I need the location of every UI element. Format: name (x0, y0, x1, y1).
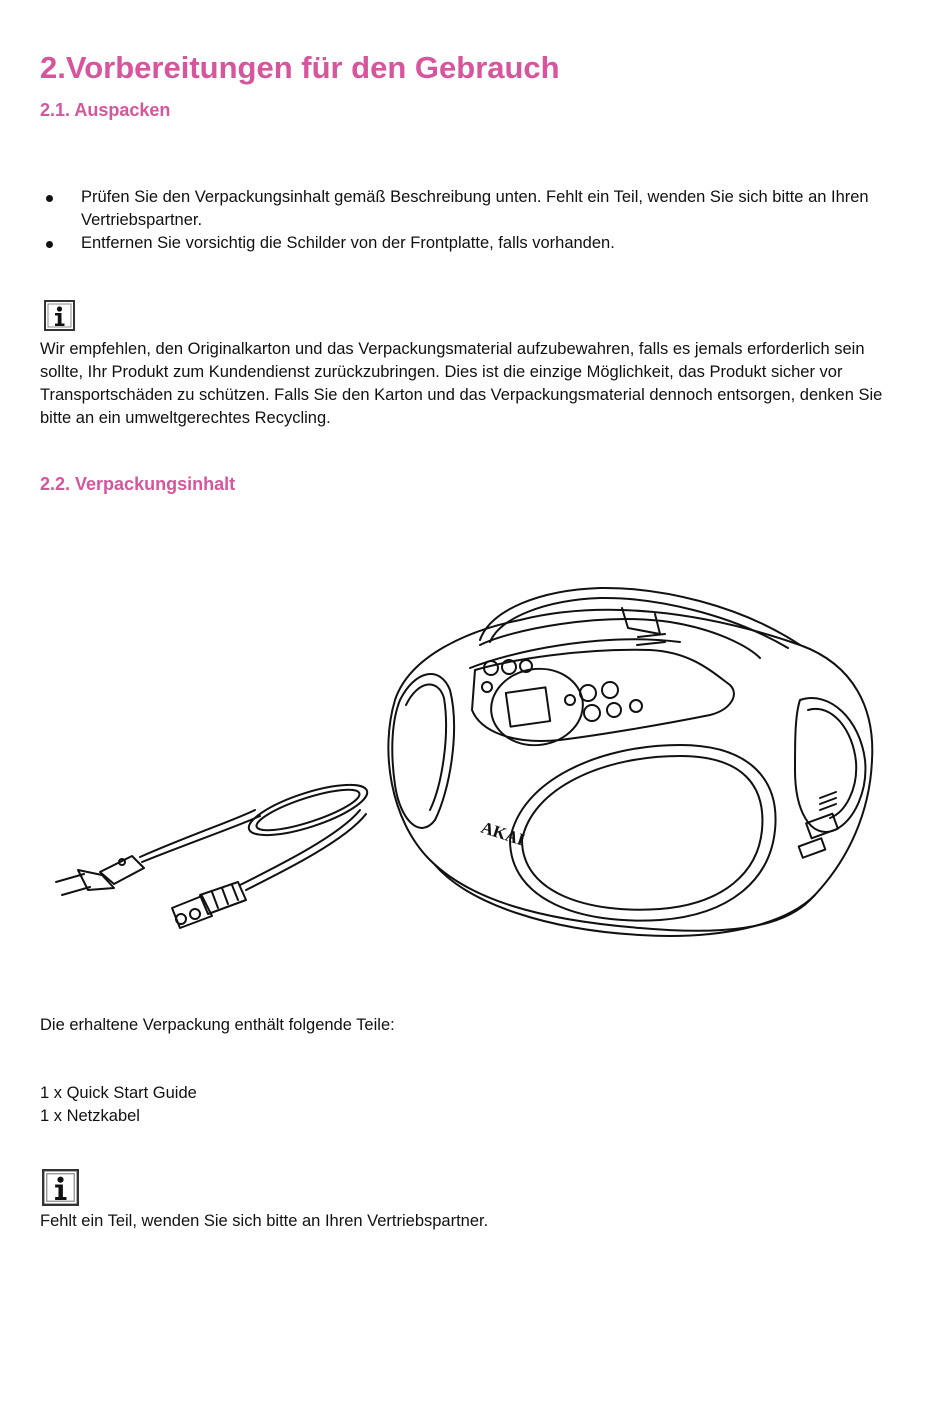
contents-item: 1 x Quick Start Guide (40, 1084, 197, 1102)
unpack-bullet-list (40, 186, 910, 255)
packaging-note: Wir empfehlen, den Originalkarton und das Verpackungsmaterial aufzubewahren, falls es jemals erforderlich sein sollte, Ihr Produkt zum Kundendienst zurückzubringen. Dies ist die einzige Möglichkeit, das Produkt sicher vor Transportschäden zu schützen. Falls Sie den Karton und das Verpackungsmaterial dennoch entsorgen, denken Sie bitte an ein umweltgerechtes Recycling. (40, 340, 883, 427)
list-item-text: Prüfen Sie den Verpackungsinhalt gemäß Beschreibung unten. Fehlt ein Teil, wenden Sie sich bitte an Ihren Vertriebspartner. (81, 188, 869, 229)
info-icon (44, 300, 75, 331)
info-icon (42, 1169, 79, 1206)
bullet-icon (46, 241, 53, 248)
brand-logo: AKAI (478, 817, 527, 850)
list-item (40, 232, 910, 255)
section-heading-verpackungsinhalt: 2.2. Verpackungsinhalt (40, 474, 236, 494)
section-heading-auspacken: 2.1. Auspacken (40, 100, 171, 120)
list-item-text: Entfernen Sie vorsichtig die Schilder von der Frontplatte, falls vorhanden. (81, 234, 615, 252)
list-item (40, 186, 910, 232)
missing-part-note: Fehlt ein Teil, wenden Sie sich bitte an Ihren Vertriebspartner. (40, 1212, 489, 1230)
bullet-icon (46, 195, 53, 202)
power-cord-illustration (56, 775, 372, 928)
page-title: 2.Vorbereitungen für den Gebrauch (40, 50, 560, 85)
package-contents-illustration (40, 570, 890, 960)
contents-intro: Die erhaltene Verpackung enthält folgende Teile: (40, 1016, 395, 1034)
boombox-illustration (388, 588, 872, 936)
contents-item: 1 x Netzkabel (40, 1107, 140, 1125)
